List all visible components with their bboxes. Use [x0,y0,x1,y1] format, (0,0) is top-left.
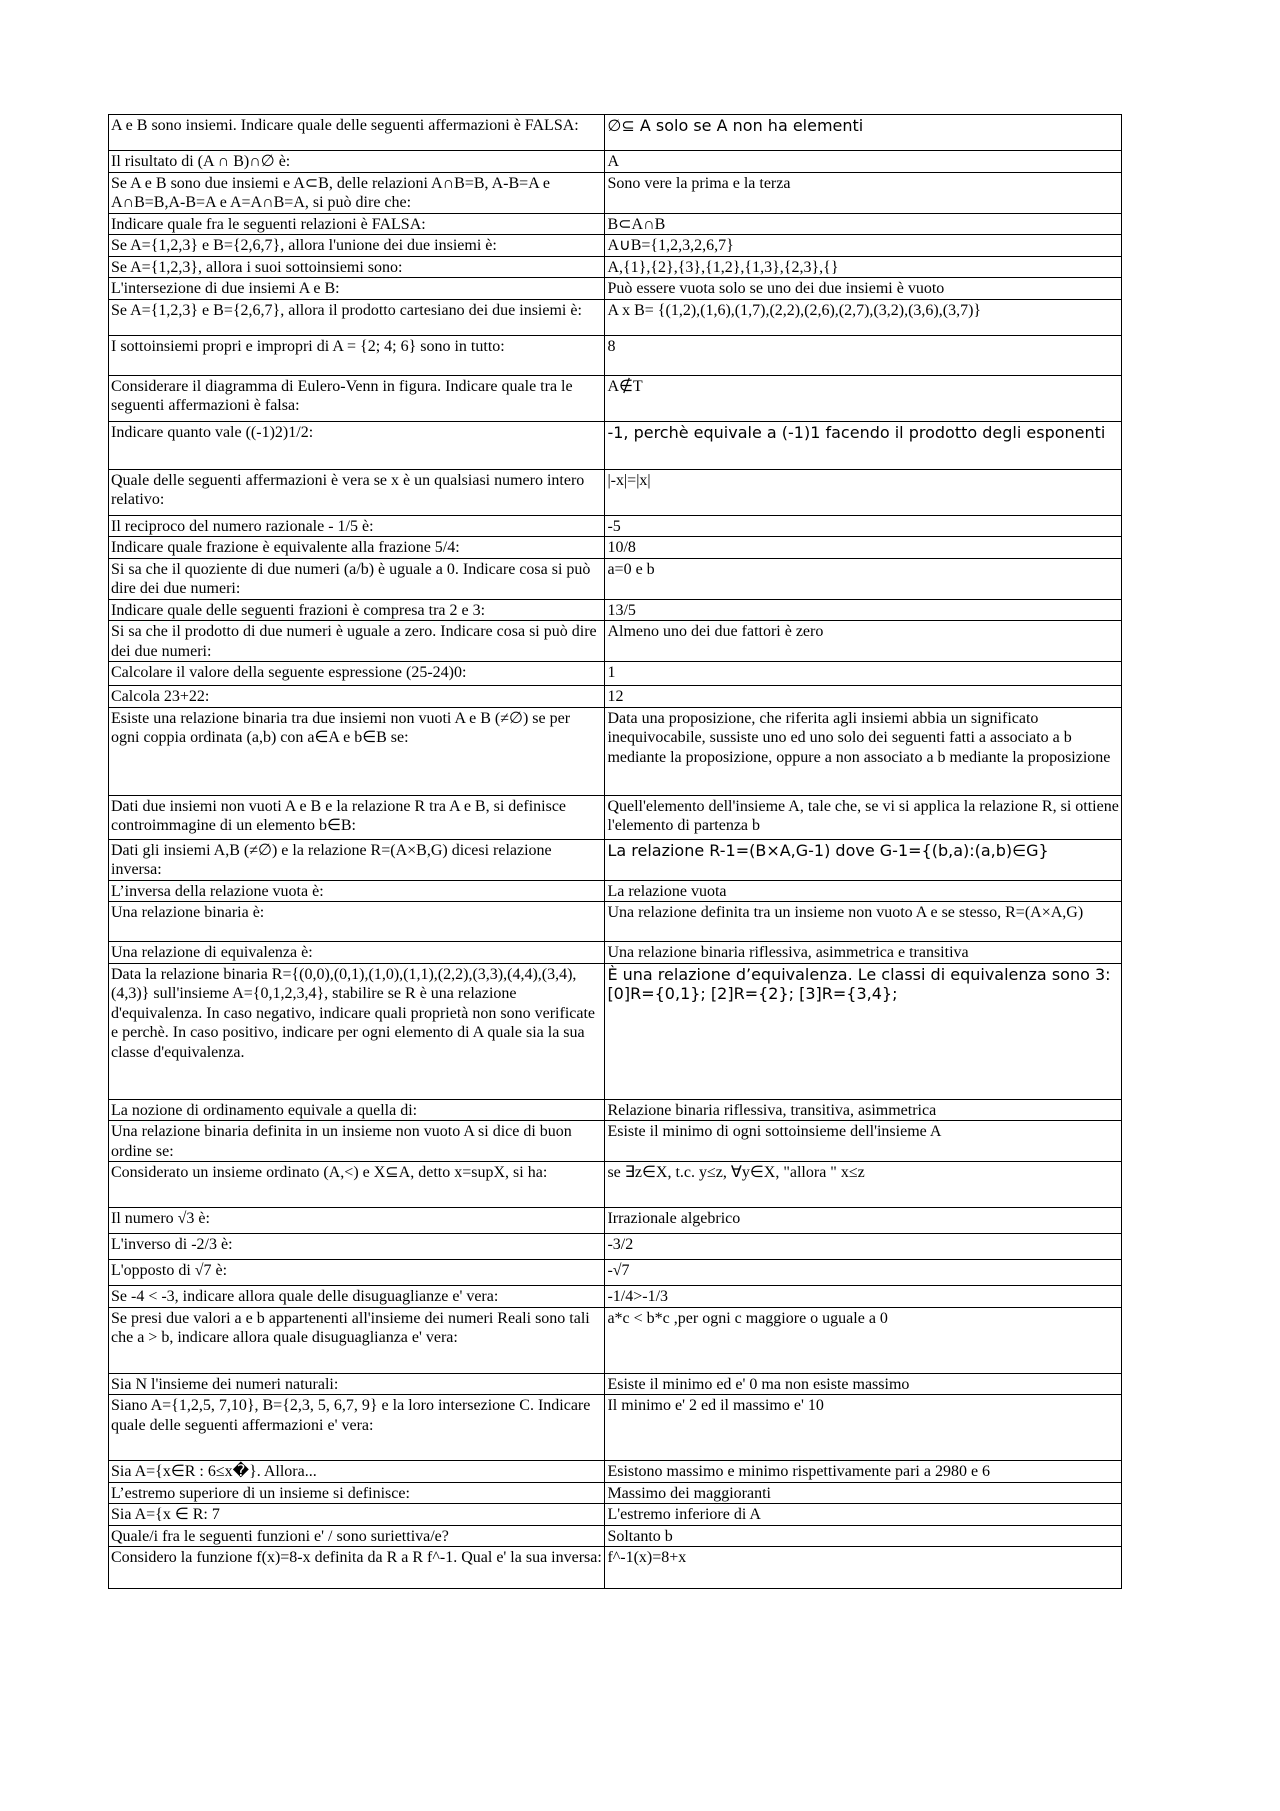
question-cell: Se A e B sono due insiemi e A⊂B, delle relazioni A∩B=B, A-B=A e A∩B=B,A-B=A e A=A∩B=A, si può dire che: [109,172,605,213]
answer-cell: a=0 e b [605,558,1122,599]
answer-cell: 1 [605,662,1122,686]
answer-cell: Sono vere la prima e la terza [605,172,1122,213]
question-cell: Indicare quale frazione è equivalente alla frazione 5/4: [109,537,605,559]
question-cell: Considero la funzione f(x)=8-x definita da R a R f^-1. Qual e' la sua inversa: [109,1547,605,1589]
answer-cell: f^-1(x)=8+x [605,1547,1122,1589]
question-cell: Si sa che il prodotto di due numeri è uguale a zero. Indicare cosa si può dire dei due numeri: [109,621,605,662]
answer-cell: 8 [605,335,1122,375]
table-row [109,421,1122,469]
table-row [109,1461,1122,1483]
answer-cell: Almeno uno dei due fattori è zero [605,621,1122,662]
answer-cell: Esistono massimo e minimo rispettivamente pari a 2980 e 6 [605,1461,1122,1483]
table-row [109,172,1122,213]
table-row [109,839,1122,880]
question-cell: Sia A={x ∈ R: 7 [109,1504,605,1526]
answer-cell: Una relazione binaria riflessiva, asimmetrica e transitiva [605,942,1122,964]
table-row [109,1286,1122,1308]
table-row [109,515,1122,537]
answer-cell: -√7 [605,1260,1122,1286]
question-cell: Siano A={1,2,5, 7,10}, B={2,3, 5, 6,7, 9} e la loro intersezione C. Indicare quale delle seguenti affermazioni e' vera: [109,1395,605,1461]
table-row [109,1525,1122,1547]
question-cell: La nozione di ordinamento equivale a quella di: [109,1099,605,1121]
question-cell: Quale delle seguenti affermazioni è vera se x è un qualsiasi numero intero relativo: [109,469,605,515]
table-row [109,213,1122,235]
table-row [109,686,1122,708]
table-row [109,299,1122,335]
question-cell: Il risultato di (A ∩ B)∩∅ è: [109,151,605,173]
question-cell: Se A={1,2,3}, allora i suoi sottoinsiemi sono: [109,256,605,278]
answer-cell: Il minimo e' 2 ed il massimo e' 10 [605,1395,1122,1461]
answer-cell: Esiste il minimo ed e' 0 ma non esiste massimo [605,1373,1122,1395]
answer-cell: 13/5 [605,599,1122,621]
quiz-table [108,114,1122,1589]
answer-cell: 10/8 [605,537,1122,559]
answer-cell: -1/4>-1/3 [605,1286,1122,1308]
question-cell: Si sa che il quoziente di due numeri (a/b) è uguale a 0. Indicare cosa si può dire dei due numeri: [109,558,605,599]
question-cell: Se A={1,2,3} e B={2,6,7}, allora l'unione dei due insiemi è: [109,235,605,257]
table-row [109,1395,1122,1461]
table-row [109,537,1122,559]
question-cell: Indicare quale delle seguenti frazioni è compresa tra 2 e 3: [109,599,605,621]
table-row [109,1307,1122,1373]
question-cell: L’inversa della relazione vuota è: [109,880,605,902]
answer-cell: 12 [605,686,1122,708]
table-row [109,1208,1122,1234]
answer-cell: L'estremo inferiore di A [605,1504,1122,1526]
question-cell: Calcolare il valore della seguente espressione (25-24)0: [109,662,605,686]
question-cell: Se presi due valori a e b appartenenti all'insieme dei numeri Reali sono tali che a > b, indicare allora quale disuguaglianza e' vera: [109,1307,605,1373]
answer-cell: La relazione vuota [605,880,1122,902]
table-row [109,1482,1122,1504]
question-cell: Se A={1,2,3} e B={2,6,7}, allora il prodotto cartesiano dei due insiemi è: [109,299,605,335]
answer-cell: Relazione binaria riflessiva, transitiva, asimmetrica [605,1099,1122,1121]
answer-cell: B⊂A∩B [605,213,1122,235]
answer-cell: Irrazionale algebrico [605,1208,1122,1234]
table-row [109,256,1122,278]
answer-cell: Soltanto b [605,1525,1122,1547]
question-cell: Il numero √3 è: [109,1208,605,1234]
question-cell: Dati gli insiemi A,B (≠∅) e la relazione R=(A×B,G) dicesi relazione inversa: [109,839,605,880]
answer-cell: -3/2 [605,1234,1122,1260]
answer-cell: È una relazione d’equivalenza. Le classi di equivalenza sono 3: [0]R={0,1}; [2]R={2}; [3]R={3,4}; [605,963,1122,1099]
table-row [109,880,1122,902]
table-row [109,1099,1122,1121]
table-row [109,1162,1122,1208]
question-cell: Il reciproco del numero razionale - 1/5 è: [109,515,605,537]
question-cell: L'intersezione di due insiemi A e B: [109,278,605,300]
question-cell: Una relazione binaria è: [109,902,605,942]
question-cell: Se -4 < -3, indicare allora quale delle disuguaglianze e' vera: [109,1286,605,1308]
answer-cell: Data una proposizione, che riferita agli insiemi abbia un significato inequivocabile, sussiste uno ed uno solo dei seguenti fatti a associato a b mediante la proposizione, oppure a non associato a b mediante la proposizione [605,707,1122,795]
table-row [109,335,1122,375]
answer-cell: A x B= {(1,2),(1,6),(1,7),(2,2),(2,6),(2,7),(3,2),(3,6),(3,7)} [605,299,1122,335]
question-cell: Considerato un insieme ordinato (A,<) e X⊆A, detto x=supX, si ha: [109,1162,605,1208]
answer-cell: A,{1},{2},{3},{1,2},{1,3},{2,3},{} [605,256,1122,278]
table-row [109,1547,1122,1589]
table-row [109,278,1122,300]
table-row [109,151,1122,173]
table-row [109,235,1122,257]
answer-cell: Esiste il minimo di ogni sottoinsieme dell'insieme A [605,1121,1122,1162]
answer-cell: A∉T [605,375,1122,421]
question-cell: A e B sono insiemi. Indicare quale delle seguenti affermazioni è FALSA: [109,115,605,151]
answer-cell: La relazione R-1=(B×A,G-1) dove G-1={(b,a):(a,b)∈G} [605,839,1122,880]
answer-cell: Quell'elemento dell'insieme A, tale che, se vi si applica la relazione R, si ottiene l'elemento di partenza b [605,795,1122,839]
answer-cell: |-x|=|x| [605,469,1122,515]
question-cell: Indicare quale fra le seguenti relazioni è FALSA: [109,213,605,235]
answer-cell: -1, perchè equivale a (-1)1 facendo il prodotto degli esponenti [605,421,1122,469]
table-row [109,558,1122,599]
answer-cell: A [605,151,1122,173]
question-cell: L’estremo superiore di un insieme si definisce: [109,1482,605,1504]
answer-cell: -5 [605,515,1122,537]
question-cell: Data la relazione binaria R={(0,0),(0,1),(1,0),(1,1),(2,2),(3,3),(4,4),(3,4),(4,3)} sull'insieme A={0,1,2,3,4}, stabilire se R è una relazione d'equivalenza. In caso negativo, indicare quali proprietà non sono verificate e perchè. In caso positivo, indicare per ogni elemento di A quale sia la sua classe d'equivalenza. [109,963,605,1099]
question-cell: Sia N l'insieme dei numeri naturali: [109,1373,605,1395]
table-row [109,1260,1122,1286]
question-cell: L'inverso di -2/3 è: [109,1234,605,1260]
question-cell: Una relazione binaria definita in un insieme non vuoto A si dice di buon ordine se: [109,1121,605,1162]
answer-cell: Massimo dei maggioranti [605,1482,1122,1504]
table-row [109,1504,1122,1526]
question-cell: Dati due insiemi non vuoti A e B e la relazione R tra A e B, si definisce controimmagine di un elemento b∈B: [109,795,605,839]
answer-cell: ∅⊆ A solo se A non ha elementi [605,115,1122,151]
question-cell: Una relazione di equivalenza è: [109,942,605,964]
question-cell: Sia A={x∈R : 6≤x�}. Allora... [109,1461,605,1483]
table-row [109,662,1122,686]
table-row [109,1373,1122,1395]
table-row [109,963,1122,1099]
question-cell: I sottoinsiemi propri e impropri di A = {2; 4; 6} sono in tutto: [109,335,605,375]
answer-cell: Una relazione definita tra un insieme non vuoto A e se stesso, R=(A×A,G) [605,902,1122,942]
answer-cell: a*c < b*c ,per ogni c maggiore o uguale a 0 [605,1307,1122,1373]
table-row [109,621,1122,662]
table-row [109,1234,1122,1260]
table-row [109,942,1122,964]
question-cell: Indicare quanto vale ((-1)2)1/2: [109,421,605,469]
table-row [109,469,1122,515]
table-row [109,599,1122,621]
answer-cell: Può essere vuota solo se uno dei due insiemi è vuoto [605,278,1122,300]
question-cell: Considerare il diagramma di Eulero-Venn in figura. Indicare quale tra le seguenti affermazioni è falsa: [109,375,605,421]
table-row [109,902,1122,942]
table-row [109,795,1122,839]
table-row [109,115,1122,151]
answer-cell: se ∃z∈X, t.c. y≤z, ∀y∈X, "allora " x≤z [605,1162,1122,1208]
question-cell: Calcola 23+22: [109,686,605,708]
question-cell: L'opposto di √7 è: [109,1260,605,1286]
question-cell: Quale/i fra le seguenti funzioni e' / sono suriettiva/e? [109,1525,605,1547]
table-row [109,375,1122,421]
question-cell: Esiste una relazione binaria tra due insiemi non vuoti A e B (≠∅) se per ogni coppia ordinata (a,b) con a∈A e b∈B se: [109,707,605,795]
answer-cell: A∪B={1,2,3,2,6,7} [605,235,1122,257]
table-row [109,1121,1122,1162]
table-row [109,707,1122,795]
